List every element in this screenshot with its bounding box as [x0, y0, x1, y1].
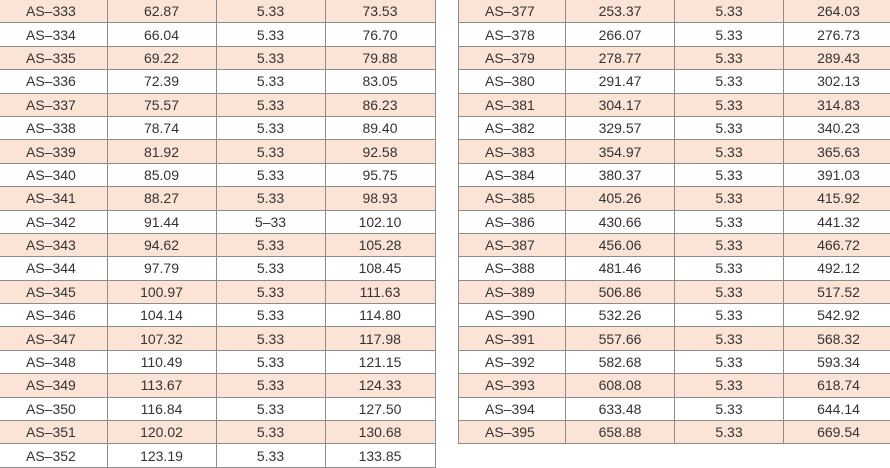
value-b-cell: 5.33 — [216, 93, 325, 116]
value-b-cell: 5–33 — [216, 210, 325, 233]
value-c-cell: 517.52 — [784, 280, 890, 303]
table-row — [0, 116, 435, 139]
table-row — [0, 374, 435, 397]
part-code-cell: AS–346 — [0, 304, 107, 327]
part-code-cell: AS–391 — [459, 327, 566, 350]
value-c-cell: 127.50 — [325, 397, 435, 420]
part-code-cell: AS–381 — [459, 93, 566, 116]
table-row — [459, 304, 890, 327]
value-a-cell: 291.47 — [566, 70, 675, 93]
value-c-cell: 568.32 — [784, 327, 890, 350]
value-b-cell: 5.33 — [216, 23, 325, 46]
part-code-cell: AS–393 — [459, 374, 566, 397]
part-code-cell: AS–336 — [0, 70, 107, 93]
value-a-cell: 94.62 — [107, 233, 216, 256]
table-row — [459, 233, 890, 256]
value-b-cell: 5.33 — [675, 374, 784, 397]
value-a-cell: 91.44 — [107, 210, 216, 233]
part-code-cell: AS–395 — [459, 421, 566, 444]
value-c-cell: 391.03 — [784, 163, 890, 186]
value-a-cell: 405.26 — [566, 187, 675, 210]
table-row — [0, 280, 435, 303]
value-b-cell: 5.33 — [216, 350, 325, 373]
value-c-cell: 276.73 — [784, 23, 890, 46]
value-a-cell: 481.46 — [566, 257, 675, 280]
part-code-cell: AS–387 — [459, 233, 566, 256]
value-b-cell: 5.33 — [675, 70, 784, 93]
value-a-cell: 608.08 — [566, 374, 675, 397]
value-b-cell: 5.33 — [216, 304, 325, 327]
value-b-cell: 5.33 — [216, 257, 325, 280]
value-c-cell: 593.34 — [784, 350, 890, 373]
table-row — [0, 210, 435, 233]
table-row — [459, 46, 890, 69]
value-c-cell: 618.74 — [784, 374, 890, 397]
value-c-cell: 98.93 — [325, 187, 435, 210]
value-b-cell: 5.33 — [675, 304, 784, 327]
value-c-cell: 121.15 — [325, 350, 435, 373]
table-row — [459, 93, 890, 116]
value-c-cell: 492.12 — [784, 257, 890, 280]
value-a-cell: 532.26 — [566, 304, 675, 327]
table-row — [0, 304, 435, 327]
value-c-cell: 644.14 — [784, 397, 890, 420]
table-row — [0, 0, 435, 23]
value-c-cell: 102.10 — [325, 210, 435, 233]
table-row — [459, 257, 890, 280]
value-a-cell: 266.07 — [566, 23, 675, 46]
value-b-cell: 5.33 — [216, 140, 325, 163]
value-a-cell: 456.06 — [566, 233, 675, 256]
value-c-cell: 130.68 — [325, 421, 435, 444]
value-a-cell: 107.32 — [107, 327, 216, 350]
table-row — [0, 187, 435, 210]
value-b-cell: 5.33 — [216, 0, 325, 23]
value-b-cell: 5.33 — [675, 140, 784, 163]
table-body — [459, 0, 890, 444]
data-table-left — [0, 0, 436, 468]
value-b-cell: 5.33 — [675, 257, 784, 280]
value-c-cell: 117.98 — [325, 327, 435, 350]
value-c-cell: 92.58 — [325, 140, 435, 163]
value-a-cell: 97.79 — [107, 257, 216, 280]
value-a-cell: 329.57 — [566, 116, 675, 139]
table-row — [459, 116, 890, 139]
table-row — [459, 397, 890, 420]
value-a-cell: 66.04 — [107, 23, 216, 46]
value-b-cell: 5.33 — [675, 397, 784, 420]
table-row — [459, 327, 890, 350]
value-c-cell: 89.40 — [325, 116, 435, 139]
value-a-cell: 304.17 — [566, 93, 675, 116]
value-c-cell: 83.05 — [325, 70, 435, 93]
value-b-cell: 5.33 — [216, 163, 325, 186]
part-code-cell: AS–334 — [0, 23, 107, 46]
table-row — [0, 70, 435, 93]
value-c-cell: 466.72 — [784, 233, 890, 256]
part-code-cell: AS–390 — [459, 304, 566, 327]
value-b-cell: 5.33 — [216, 233, 325, 256]
value-a-cell: 380.37 — [566, 163, 675, 186]
value-b-cell: 5.33 — [216, 444, 325, 467]
value-a-cell: 354.97 — [566, 140, 675, 163]
table-body — [0, 0, 435, 467]
table-row — [459, 0, 890, 23]
part-code-cell: AS–347 — [0, 327, 107, 350]
part-code-cell: AS–342 — [0, 210, 107, 233]
part-code-cell: AS–339 — [0, 140, 107, 163]
part-code-cell: AS–349 — [0, 374, 107, 397]
table-row — [459, 187, 890, 210]
part-code-cell: AS–383 — [459, 140, 566, 163]
table-row — [459, 421, 890, 444]
data-table-right — [458, 0, 890, 444]
value-a-cell: 557.66 — [566, 327, 675, 350]
value-a-cell: 120.02 — [107, 421, 216, 444]
value-b-cell: 5.33 — [675, 210, 784, 233]
value-a-cell: 62.87 — [107, 0, 216, 23]
part-code-cell: AS–388 — [459, 257, 566, 280]
value-c-cell: 441.32 — [784, 210, 890, 233]
part-code-cell: AS–344 — [0, 257, 107, 280]
part-code-cell: AS–379 — [459, 46, 566, 69]
part-code-cell: AS–394 — [459, 397, 566, 420]
value-c-cell: 95.75 — [325, 163, 435, 186]
table-row — [0, 46, 435, 69]
table-row — [0, 233, 435, 256]
table-row — [0, 421, 435, 444]
table-row — [0, 444, 435, 467]
value-a-cell: 75.57 — [107, 93, 216, 116]
table-row — [0, 163, 435, 186]
value-c-cell: 669.54 — [784, 421, 890, 444]
table-row — [459, 374, 890, 397]
table-row — [459, 163, 890, 186]
part-code-cell: AS–341 — [0, 187, 107, 210]
value-a-cell: 69.22 — [107, 46, 216, 69]
part-code-cell: AS–389 — [459, 280, 566, 303]
table-row — [459, 70, 890, 93]
value-b-cell: 5.33 — [675, 163, 784, 186]
value-a-cell: 658.88 — [566, 421, 675, 444]
part-code-cell: AS–350 — [0, 397, 107, 420]
value-b-cell: 5.33 — [675, 421, 784, 444]
part-code-cell: AS–333 — [0, 0, 107, 23]
part-code-cell: AS–348 — [0, 350, 107, 373]
value-c-cell: 302.13 — [784, 70, 890, 93]
table-row — [0, 327, 435, 350]
value-c-cell: 124.33 — [325, 374, 435, 397]
table-row — [459, 210, 890, 233]
part-code-cell: AS–377 — [459, 0, 566, 23]
part-code-cell: AS–338 — [0, 116, 107, 139]
value-b-cell: 5.33 — [216, 116, 325, 139]
value-c-cell: 264.03 — [784, 0, 890, 23]
value-a-cell: 104.14 — [107, 304, 216, 327]
part-code-cell: AS–343 — [0, 233, 107, 256]
value-a-cell: 72.39 — [107, 70, 216, 93]
value-b-cell: 5.33 — [216, 421, 325, 444]
table-row — [459, 350, 890, 373]
table-row — [459, 280, 890, 303]
value-a-cell: 123.19 — [107, 444, 216, 467]
part-code-cell: AS–340 — [0, 163, 107, 186]
value-b-cell: 5.33 — [675, 116, 784, 139]
value-b-cell: 5.33 — [675, 280, 784, 303]
value-a-cell: 506.86 — [566, 280, 675, 303]
part-code-cell: AS–352 — [0, 444, 107, 467]
value-c-cell: 314.83 — [784, 93, 890, 116]
value-a-cell: 633.48 — [566, 397, 675, 420]
value-b-cell: 5.33 — [675, 233, 784, 256]
value-c-cell: 114.80 — [325, 304, 435, 327]
table-row — [0, 93, 435, 116]
value-a-cell: 430.66 — [566, 210, 675, 233]
part-code-cell: AS–378 — [459, 23, 566, 46]
table-row — [459, 23, 890, 46]
value-c-cell: 340.23 — [784, 116, 890, 139]
value-c-cell: 111.63 — [325, 280, 435, 303]
value-b-cell: 5.33 — [675, 93, 784, 116]
value-c-cell: 76.70 — [325, 23, 435, 46]
table-row — [0, 257, 435, 280]
value-b-cell: 5.33 — [675, 23, 784, 46]
value-b-cell: 5.33 — [216, 187, 325, 210]
value-c-cell: 86.23 — [325, 93, 435, 116]
part-code-cell: AS–351 — [0, 421, 107, 444]
value-c-cell: 365.63 — [784, 140, 890, 163]
part-code-cell: AS–345 — [0, 280, 107, 303]
value-a-cell: 278.77 — [566, 46, 675, 69]
table-row — [0, 350, 435, 373]
table-row — [459, 140, 890, 163]
value-a-cell: 110.49 — [107, 350, 216, 373]
value-c-cell: 105.28 — [325, 233, 435, 256]
value-b-cell: 5.33 — [675, 187, 784, 210]
value-c-cell: 73.53 — [325, 0, 435, 23]
value-a-cell: 88.27 — [107, 187, 216, 210]
part-code-cell: AS–382 — [459, 116, 566, 139]
part-code-cell: AS–385 — [459, 187, 566, 210]
value-b-cell: 5.33 — [675, 46, 784, 69]
value-b-cell: 5.33 — [675, 327, 784, 350]
table-row — [0, 23, 435, 46]
part-code-cell: AS–386 — [459, 210, 566, 233]
value-a-cell: 113.67 — [107, 374, 216, 397]
value-b-cell: 5.33 — [216, 46, 325, 69]
table-row — [0, 140, 435, 163]
value-b-cell: 5.33 — [216, 397, 325, 420]
value-b-cell: 5.33 — [216, 327, 325, 350]
value-c-cell: 133.85 — [325, 444, 435, 467]
value-c-cell: 79.88 — [325, 46, 435, 69]
part-code-cell: AS–335 — [0, 46, 107, 69]
value-a-cell: 78.74 — [107, 116, 216, 139]
value-a-cell: 253.37 — [566, 0, 675, 23]
value-c-cell: 415.92 — [784, 187, 890, 210]
value-b-cell: 5.33 — [216, 280, 325, 303]
table-row — [0, 397, 435, 420]
value-c-cell: 108.45 — [325, 257, 435, 280]
value-b-cell: 5.33 — [675, 0, 784, 23]
value-a-cell: 582.68 — [566, 350, 675, 373]
part-code-cell: AS–392 — [459, 350, 566, 373]
part-code-cell: AS–380 — [459, 70, 566, 93]
value-a-cell: 100.97 — [107, 280, 216, 303]
part-code-cell: AS–384 — [459, 163, 566, 186]
value-a-cell: 81.92 — [107, 140, 216, 163]
value-b-cell: 5.33 — [675, 350, 784, 373]
part-code-cell: AS–337 — [0, 93, 107, 116]
value-a-cell: 116.84 — [107, 397, 216, 420]
value-b-cell: 5.33 — [216, 374, 325, 397]
value-c-cell: 542.92 — [784, 304, 890, 327]
value-a-cell: 85.09 — [107, 163, 216, 186]
value-b-cell: 5.33 — [216, 70, 325, 93]
value-c-cell: 289.43 — [784, 46, 890, 69]
